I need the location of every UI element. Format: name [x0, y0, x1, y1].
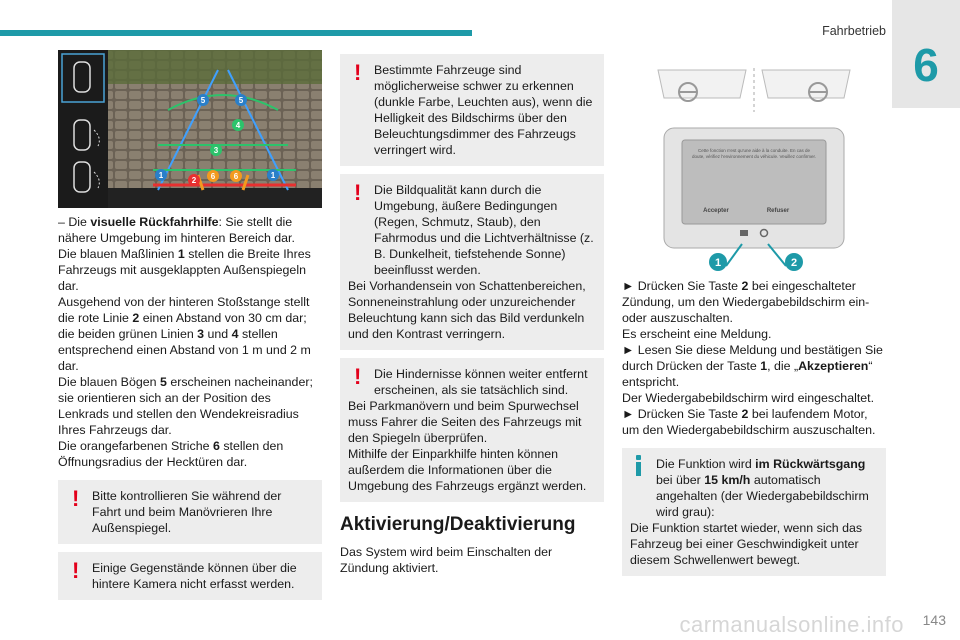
warning-box-distance: [340, 358, 604, 502]
step-confirm: ► Lesen Sie diese Meldung und bestätigen Sie durch Drücken der Taste 1, die „Akzeptieren“ entspricht.: [622, 343, 883, 389]
camera-label-4: 4: [235, 121, 241, 130]
warning-text: Die Hindernisse können weiter entfernt erscheinen, als sie tatsächlich sind.: [374, 367, 588, 397]
blue-lines-paragraph: Die blauen Maßlinien 1 stellen die Breite Ihres Fahrzeugs mit ausgeklappten Außenspiegeln dar.: [58, 247, 311, 293]
warning-box-image-quality: [340, 174, 604, 350]
monitor-button-1[interactable]: [740, 230, 748, 236]
warning-icon: !: [354, 364, 362, 389]
camera-label-6b: 6: [233, 172, 239, 181]
screen-message: Cette fonction n'est qu'une aide à la conduite. En cas de doute, vérifiez l'environnement du véhicule. Veuillez confirmer.: [692, 148, 816, 159]
warning-icon: !: [72, 558, 80, 583]
display-on: Der Wiedergabebildschirm wird eingeschaltet.: [622, 391, 875, 405]
section-title: Fahrbetrieb: [822, 24, 886, 38]
chapter-tab: [892, 0, 960, 108]
info-icon: [636, 455, 641, 477]
column-left: [58, 50, 322, 608]
column-middle: [340, 54, 604, 576]
warning-text: Einige Gegenstände können über die hintere Kamera nicht erfasst werden.: [92, 561, 297, 591]
display-illustration: [622, 54, 886, 274]
info-box-speed: [622, 448, 886, 576]
section-heading: Aktivierung/Deaktivierung: [340, 514, 576, 535]
step-toggle-display: ► Drücken Sie Taste 2 bei eingeschalteter Zündung, um den Wiedergabebildschirm ein- oder auszuschalten.: [622, 279, 870, 325]
camera-label-5a: 5: [200, 96, 206, 105]
warning-text-continued: Bei Vorhandensein von Schattenbereichen, Sonneneinstrahlung oder unzureichender Beleuchtung kann sich das Bild verdunkeln und den Kontrast verringern.: [348, 279, 586, 341]
column-right: [622, 54, 886, 584]
warning-text: Bestimmte Fahrzeuge sind möglicherweise schwer zu erkennen (dunkle Farbe, Leuchten aus), wenn die Helligkeit des Bildschirms über den Beleuchtungsdimmer des Fahrzeugs verringert wird.: [374, 63, 593, 157]
callout-1: 1: [714, 257, 722, 269]
warning-box-mirrors: [58, 480, 322, 544]
camera-label-1b: 1: [270, 171, 276, 180]
info-text-continued: Die Funktion startet wieder, wenn sich das Fahrzeug bei einer Geschwindigkeit unter diesem Schwellenwert bewegt.: [630, 521, 863, 567]
orange-lines-paragraph: Die orangefarbenen Striche 6 stellen den Öffnungsradius der Hecktüren dar.: [58, 439, 284, 469]
warning-box-camera: [58, 552, 322, 600]
camera-label-5b: 5: [238, 96, 244, 105]
screen-refuse-label: Refuser: [766, 208, 790, 214]
instructions: [622, 278, 886, 438]
warning-text-continued: Mithilfe der Einparkhilfe hinten können außerdem die Informationen über die Umgebung des Fahrzeugs ergänzt werden.: [348, 447, 587, 493]
camera-label-2: 2: [191, 176, 197, 185]
step-turn-off: ► Drücken Sie Taste 2 bei laufendem Motor, um den Wiedergabebildschirm auszuschalten.: [622, 407, 876, 437]
warning-box-brightness: [340, 54, 604, 166]
callout-2: 2: [790, 257, 798, 269]
header-accent-bar: [0, 30, 472, 36]
message-appears: Es erscheint eine Meldung.: [622, 327, 772, 341]
page-number: 143: [922, 612, 946, 628]
camera-sidebar: [58, 50, 108, 208]
blue-arcs-paragraph: Die blauen Bögen 5 erscheinen nacheinander; sie orientieren sich an der Position des Lenkrads und stellen den Wendekreisradius Ihres Fahrzeugs dar.: [58, 375, 313, 437]
warning-icon: !: [72, 486, 80, 511]
camera-description: [58, 214, 322, 470]
info-text: Die Funktion wird im Rückwärtsgang bei über 15 km/h automatisch angehalten (der Wiedergabebildschirm wird grau):: [656, 457, 869, 519]
chapter-number: 6: [913, 39, 939, 91]
camera-label-6a: 6: [210, 172, 216, 181]
warning-text-continued: Bei Parkmanövern und beim Spurwechsel muss Fahrer die Seiten des Fahrzeugs mit den Spiegeln überprüfen.: [348, 399, 582, 445]
rearview-mirror-right: [762, 70, 850, 101]
red-green-lines-paragraph: Ausgehend von der hinteren Stoßstange stellt die rote Linie 2 einen Abstand von 30 cm dar; die beiden grünen Linien 3 und 4 stellen entsprechend einen Abstand von 1 m und 2 m dar.: [58, 295, 311, 373]
warning-icon: !: [354, 180, 362, 205]
watermark: carmanualsonline.info: [679, 612, 904, 637]
warning-text: Bitte kontrollieren Sie während der Fahrt und beim Manövrieren Ihre Außenspiegel.: [92, 489, 282, 535]
rearview-mirror-left: [658, 70, 746, 101]
warning-text: Die Bildqualität kann durch die Umgebung, äußere Bedingungen (Regen, Schmutz, Staub), den Fahrmodus und die Lichtverhältnisse (z. B. Dunkelheit, tiefstehende Sonne) beeinflusst werden.: [374, 183, 594, 277]
screen-accept-label: Accepter: [703, 208, 729, 214]
camera-label-3: 3: [213, 146, 219, 155]
rear-camera-image: [58, 50, 322, 208]
activation-paragraph: Das System wird beim Einschalten der Zündung aktiviert.: [340, 545, 553, 575]
intro-paragraph: – Die visuelle Rückfahrhilfe: Sie stellt die nähere Umgebung im hinteren Bereich dar.: [58, 215, 295, 245]
rear-camera-illustration: [58, 50, 322, 208]
warning-icon: !: [354, 60, 362, 85]
camera-label-1a: 1: [158, 171, 164, 180]
